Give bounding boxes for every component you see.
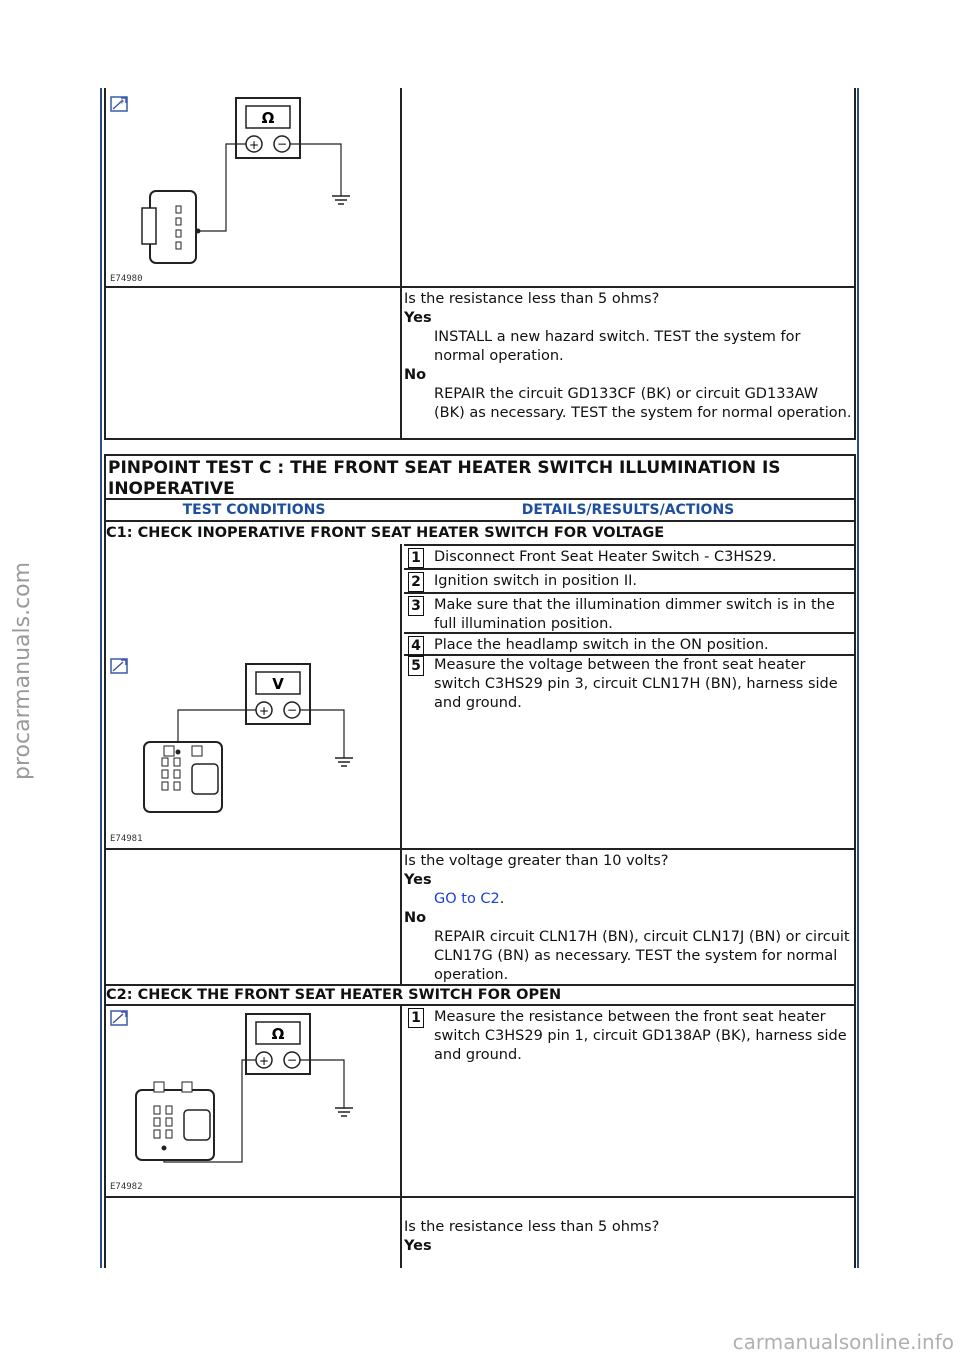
no-text: REPAIR circuit CLN17H (BN), circuit CLN17J (BN) or circuit CLN17G (BN) as necessary. TEST the system for normal operation. (434, 929, 850, 983)
empty-condition-cell (106, 288, 402, 438)
step-number: 5 (408, 656, 424, 676)
step-text: Measure the voltage between the front seat heater switch C3HS29 pin 3, circuit CLN17H (BN), harness side and ground. (434, 657, 838, 711)
empty-detail-cell (402, 88, 854, 288)
figure-row-e74980 (104, 88, 856, 288)
step-number: 3 (408, 596, 424, 616)
svg-text:−: − (276, 137, 288, 151)
step-text: Measure the resistance between the front seat heater switch C3HS29 pin 1, circuit GD138AP (BK), harness side and ground. (434, 1009, 847, 1063)
c2-heading-row (104, 984, 856, 1006)
step-text: Disconnect Front Seat Heater Switch - C3HS29. (434, 549, 777, 565)
step-text: Make sure that the illumination dimmer switch is in the full illumination position. (434, 597, 835, 632)
figure-id-label: E74982 (110, 1182, 143, 1192)
empty-condition-cell (106, 544, 402, 654)
c1-step-3 (404, 592, 854, 632)
c2-heading: C2: CHECK THE FRONT SEAT HEATER SWITCH FOR OPEN (106, 987, 562, 1003)
pinpoint-title: PINPOINT TEST C : THE FRONT SEAT HEATER SWITCH ILLUMINATION IS INOPERATIVE (108, 458, 781, 499)
side-watermark: procarmanuals.com (10, 561, 35, 780)
voltmeter-diagram (136, 662, 376, 832)
c1-steps (402, 544, 854, 654)
c1-step-2 (404, 568, 854, 592)
figure-id-label: E74981 (110, 834, 143, 844)
c1-figure-row (104, 654, 856, 850)
step-number: 2 (408, 572, 424, 592)
figure-cell (106, 88, 402, 288)
c1-step-5-cell (402, 654, 854, 848)
c1-step-5 (404, 654, 854, 714)
c2-step-1 (404, 1006, 854, 1066)
question-text: Is the resistance less than 5 ohms? (404, 1219, 660, 1235)
step-number: 1 (408, 548, 424, 568)
step-number: 4 (408, 636, 424, 656)
c2-result-row (104, 1198, 856, 1268)
question-text: Is the resistance less than 5 ohms? (404, 291, 660, 307)
result-text (402, 288, 854, 442)
figure-cell (106, 654, 402, 848)
yes-text: INSTALL a new hazard switch. TEST the system for normal operation. (434, 329, 801, 364)
ohmmeter-diagram (136, 96, 376, 276)
yes-label: Yes (404, 1238, 432, 1254)
empty-condition-cell (106, 1198, 402, 1268)
pinpoint-title-box (104, 454, 856, 500)
table-header-row (104, 500, 856, 522)
question-text: Is the voltage greater than 10 volts? (404, 853, 669, 869)
meter-symbol: Ω (261, 109, 275, 127)
svg-text:−: − (286, 703, 298, 717)
yes-suffix: . (499, 891, 505, 907)
c1-heading: C1: CHECK INOPERATIVE FRONT SEAT HEATER SWITCH FOR VOLTAGE (106, 525, 665, 541)
c2-result-text (402, 1198, 854, 1288)
svg-text:+: + (248, 138, 260, 152)
c2-figure-row (104, 1006, 856, 1198)
no-label: No (404, 910, 427, 926)
empty-condition-cell (106, 850, 402, 984)
meter-symbol: V (272, 675, 284, 693)
svg-text:+: + (258, 1054, 270, 1068)
no-label: No (404, 367, 427, 383)
frame-left-line (100, 88, 102, 1268)
result-row-section1 (104, 286, 856, 440)
c2-step-cell (402, 1006, 854, 1196)
svg-text:+: + (119, 98, 125, 106)
c1-step-4 (404, 632, 854, 656)
step-text: Ignition switch in position II. (434, 573, 638, 589)
no-text: REPAIR the circuit GD133CF (BK) or circuit GD133AW (BK) as necessary. TEST the system for normal operation. (434, 386, 852, 421)
step-number: 1 (408, 1008, 424, 1028)
yes-label: Yes (404, 310, 432, 326)
step-text: Place the headlamp switch in the ON position. (434, 637, 769, 653)
c1-step-1 (404, 544, 854, 568)
header-test-conditions: TEST CONDITIONS (182, 502, 326, 518)
frame-right-line (857, 88, 859, 1268)
ohmmeter-diagram-c2 (130, 1012, 380, 1182)
c1-result-row (104, 850, 856, 984)
figure-id-label: E74980 (110, 274, 143, 284)
meter-symbol: Ω (271, 1025, 285, 1043)
svg-text:+: + (258, 704, 270, 718)
c1-result-text (402, 850, 854, 988)
go-to-c2-link[interactable]: GO to C2 (434, 891, 500, 907)
yes-action (404, 890, 852, 909)
zoom-figure-icon[interactable] (110, 658, 128, 674)
figure-cell (106, 1006, 402, 1196)
zoom-figure-icon[interactable] (110, 1010, 128, 1026)
footer-watermark: carmanualsonline.info (732, 1330, 954, 1354)
yes-label: Yes (404, 872, 432, 888)
zoom-figure-icon[interactable] (110, 96, 128, 112)
c1-heading-row (104, 522, 856, 544)
svg-text:−: − (286, 1053, 298, 1067)
header-details: DETAILS/RESULTS/ACTIONS (521, 502, 735, 518)
c1-steps-block (104, 544, 856, 654)
